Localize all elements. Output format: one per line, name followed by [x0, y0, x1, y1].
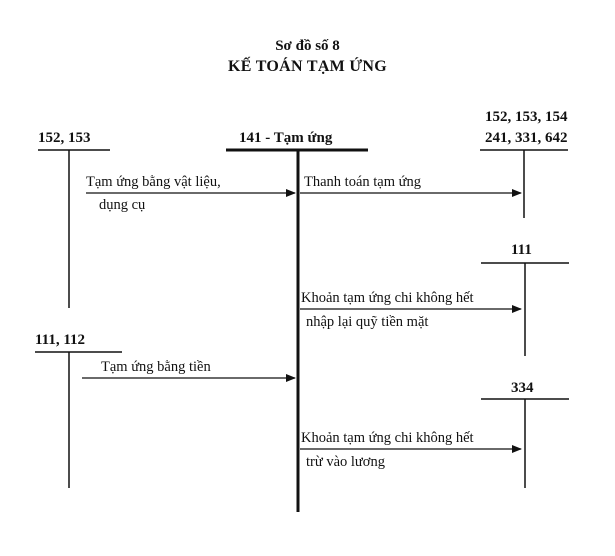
account-label-152-153-154: 152, 153, 154 [485, 109, 568, 125]
account-label-111: 111 [511, 242, 532, 258]
entry-settlement: Thanh toán tạm ứng [304, 174, 421, 190]
entry-unspent-cash-line1: Khoản tạm ứng chi không hết [301, 290, 474, 306]
entry-unspent-salary-line2: trừ vào lương [306, 454, 385, 470]
entry-advance-materials-line1: Tạm ứng bằng vật liệu, [86, 174, 221, 190]
account-label-334: 334 [511, 380, 534, 396]
diagram-main-title: KẾ TOÁN TẠM ỨNG [227, 58, 388, 75]
entry-advance-cash: Tạm ứng bằng tiền [101, 359, 211, 375]
account-label-152-153: 152, 153 [38, 130, 91, 146]
account-label-111-112: 111, 112 [35, 332, 86, 348]
entry-unspent-salary-line1: Khoản tạm ứng chi không hết [301, 430, 474, 446]
account-label-141: 141 - Tạm ứng [239, 130, 333, 146]
diagram-number-title: Sơ đồ số 8 [275, 38, 340, 54]
entry-unspent-cash-line2: nhập lại quỹ tiền mặt [306, 314, 429, 330]
entry-advance-materials-line2: dụng cụ [99, 197, 146, 213]
account-label-241-331-642: 241, 331, 642 [485, 130, 568, 146]
